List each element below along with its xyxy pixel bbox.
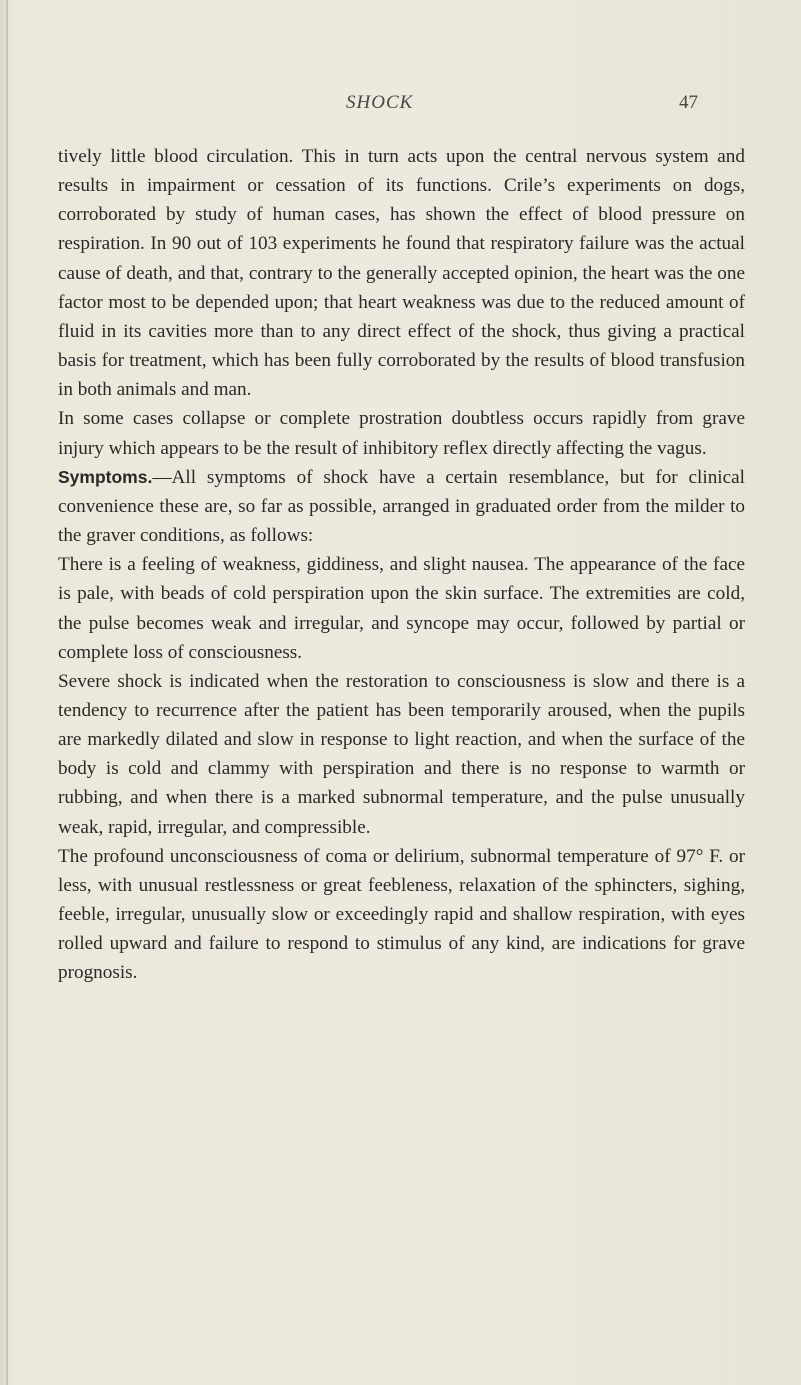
paragraph-symptoms — [58, 463, 745, 550]
running-title: SHOCK — [346, 92, 414, 113]
paragraph-collapse: In some cases collapse or complete prostration doubtless occurs rapidly from grave injury which appears to be the result of inhibitory reflex directly affecting the vagus. — [58, 408, 745, 459]
body-text — [58, 142, 745, 988]
paragraph-mild-symptoms: There is a feeling of weakness, giddiness, and slight nausea. The appearance of the face is pale, with beads of cold perspiration upon the skin surface. The extremities are cold, the pulse becomes weak and irregular, and syncope may occur, followed by partial or complete loss of consciousness. — [58, 554, 745, 663]
symptoms-intro: —All symptoms of shock have a certain resemblance, but for clinical convenience these are, so far as possible, arranged in graduated order from the milder to the graver conditions, as follows: — [58, 466, 745, 547]
symptoms-heading: Symptoms. — [58, 466, 153, 487]
page-number: 47 — [679, 92, 698, 113]
page-gutter — [6, 0, 8, 1385]
paragraph-continuation: tively little blood circulation. This in turn acts upon the central nervous system and results in impairment or cessation of its functions. Crile’s experiments on dogs, corroborated by study of human cases, has shown the effect of blood pressure on respiration. In 90 out of 103 experiments he found that respiratory failure was the actual cause of death, and that, contrary to the generally accepted opinion, the heart was the one factor most to be depended upon; that heart weakness was due to the reduced amount of fluid in its cavities more than to any direct effect of the shock, thus giving a practical basis for treatment, which has been fully corroborated by the results of blood transfusion in both animals and man. — [58, 146, 745, 401]
paragraph-severe-shock: Severe shock is indicated when the restoration to consciousness is slow and there is a tendency to recurrence after the patient has been temporarily aroused, when the pupils are markedly dilated and slow in response to light reaction, and when the surface of the body is cold and clammy with perspiration and there is no response to warmth or rubbing, and when there is a marked subnormal temperature, and the pulse unusually weak, rapid, irregular, and compressible. — [58, 670, 745, 838]
running-head — [0, 92, 801, 122]
paragraph-grave-prognosis: The profound unconsciousness of coma or delirium, subnormal temperature of 97° F. or less, with unusual restlessness or great feebleness, relaxation of the sphincters, sighing, feeble, irregular, unusually slow or exceedingly rapid and shallow respiration, with eyes rolled upward and failure to respond to stimulus of any kind, are indications for grave prognosis. — [58, 845, 745, 984]
